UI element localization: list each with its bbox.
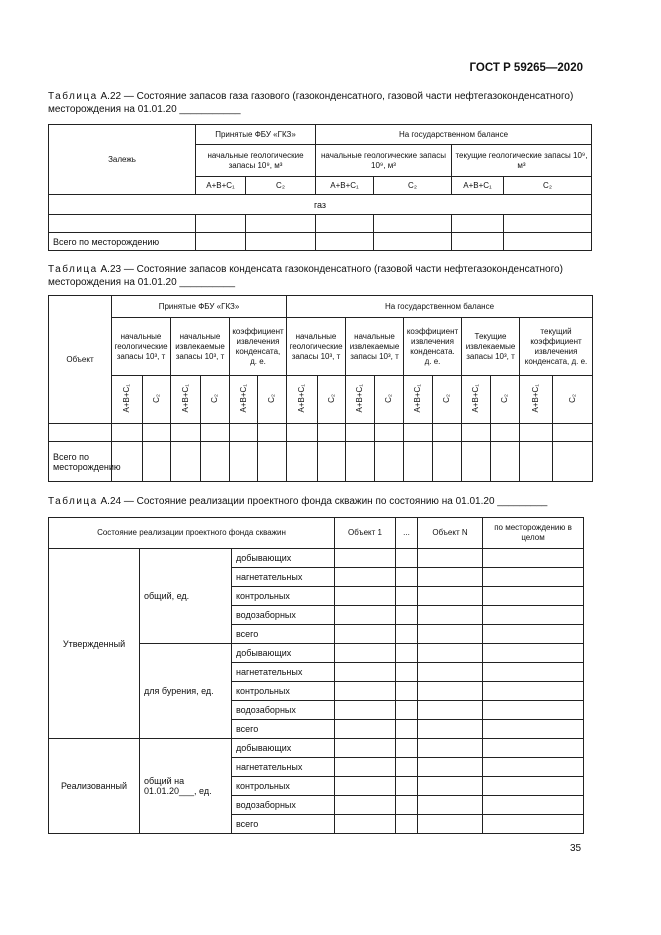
table-a24-caption: Таблица А.24 — Состояние реализации проектного фонда скважин по состоянию на 01.01.20 _________ — [48, 496, 548, 507]
cat-abc: А+В+С₁ — [462, 376, 491, 424]
cat-abc: А+В+С₁ — [404, 376, 433, 424]
h-initial-rec-b: начальные извлекаемые запасы 10³, т — [346, 318, 404, 376]
cat-c2: С₂ — [143, 376, 171, 424]
general-label: общий, ед. — [140, 549, 232, 644]
cat-c2: С₂ — [246, 177, 316, 195]
approved-label: Утвержденный — [49, 549, 140, 739]
well-type: контрольных — [232, 777, 335, 796]
drilling-label: для бурения, ед. — [140, 644, 232, 739]
cat-abc: А+В+С₁ — [287, 376, 318, 424]
well-type: водозаборных — [232, 606, 335, 625]
cat-c2: С₂ — [491, 376, 520, 424]
well-type: контрольных — [232, 587, 335, 606]
col-object: Объект — [49, 296, 112, 424]
table-row — [49, 233, 592, 251]
gas-row: газ — [49, 195, 592, 215]
table-a23 — [48, 295, 593, 482]
well-type: всего — [232, 815, 335, 834]
well-type: добывающих — [232, 644, 335, 663]
cat-abc: А+В+С₁ — [346, 376, 375, 424]
cat-c2: С₂ — [258, 376, 287, 424]
well-type: добывающих — [232, 549, 335, 568]
h-coef-b: коэффициент извлечения конденсата. д. е. — [404, 318, 462, 376]
well-type: нагнетательных — [232, 568, 335, 587]
table-row — [49, 442, 593, 482]
h-coef: коэффициент извлечения конденсата, д. е. — [230, 318, 287, 376]
col-deposit: Залежь — [49, 125, 196, 195]
general-date-label: общий на 01.01.20___, ед. — [140, 739, 232, 834]
cat-c2: С₂ — [504, 177, 592, 195]
col-fbu: Принятые ФБУ «ГКЗ» — [196, 125, 316, 145]
realized-label: Реализованный — [49, 739, 140, 834]
well-type: контрольных — [232, 682, 335, 701]
well-type: всего — [232, 720, 335, 739]
well-type: водозаборных — [232, 701, 335, 720]
h-current-rec: Текущие извлекаемые запасы 10³, т — [462, 318, 520, 376]
cat-c2: С₂ — [375, 376, 404, 424]
col-balance: На государственном балансе — [316, 125, 592, 145]
sub-current-geo: текущие геологические запасы 10⁹, м³ — [452, 145, 592, 177]
standard-number: ГОСТ Р 59265—2020 — [469, 62, 583, 74]
col-object-n: Объект N — [418, 518, 483, 549]
h-initial-geo-b: начальные геологические запасы 10³, т — [287, 318, 346, 376]
col-object-1: Объект 1 — [335, 518, 396, 549]
table-a22 — [48, 124, 592, 251]
well-type: добывающих — [232, 739, 335, 758]
table-row — [49, 424, 593, 442]
sub-initial-geo: начальные геологические запасы 10⁹, м³ — [196, 145, 316, 177]
cat-c2: С₂ — [433, 376, 462, 424]
col-balance: На государственном балансе — [287, 296, 593, 318]
cat-c2: С₂ — [553, 376, 593, 424]
well-type: всего — [232, 625, 335, 644]
col-dots: ... — [396, 518, 418, 549]
cat-abc: А+В+С₁ — [196, 177, 246, 195]
table-a22-caption: Таблица А.22 — Состояние запасов газа газового (газоконденсатного, газовой части нефтегазоконденсатного) месторождения на 01.01.20 ___________ — [48, 91, 574, 115]
cat-c2: С₂ — [318, 376, 346, 424]
cat-abc: А+В+С₁ — [316, 177, 374, 195]
col-state: Состояние реализации проектного фонда скважин — [49, 518, 335, 549]
col-fbu: Принятые ФБУ «ГКЗ» — [112, 296, 287, 318]
well-type: нагнетательных — [232, 663, 335, 682]
cat-c2: С₂ — [201, 376, 230, 424]
col-field-total: по месторождению в целом — [483, 518, 584, 549]
table-a23-caption: Таблица А.23 — Состояние запасов конденсата газоконденсатного (газовой части нефтегазоконденсатного) месторождения на 01.01.20 __________ — [48, 264, 563, 288]
table-a24 — [48, 517, 584, 834]
table-row — [49, 215, 592, 233]
cat-abc: А+В+С₁ — [112, 376, 143, 424]
total-label: Всего по месторождению — [49, 442, 112, 482]
sub-initial-geo-2: начальные геологические запасы 10⁹, м³ — [316, 145, 452, 177]
cat-abc: А+В+С₁ — [452, 177, 504, 195]
h-current-coef: текущий коэффициент извлечения конденсата, д. е. — [520, 318, 593, 376]
cat-abc: А+В+С₁ — [520, 376, 553, 424]
cat-abc: А+В+С₁ — [230, 376, 258, 424]
total-label: Всего по месторождению — [49, 233, 196, 251]
well-type: водозаборных — [232, 796, 335, 815]
well-type: нагнетательных — [232, 758, 335, 777]
h-initial-rec: начальные извлекаемые запасы 10³, т — [171, 318, 230, 376]
cat-c2: С₂ — [374, 177, 452, 195]
page-number: 35 — [570, 843, 582, 854]
h-initial-geo: начальные геологические запасы 10³, т — [112, 318, 171, 376]
cat-abc: А+В+С₁ — [171, 376, 201, 424]
